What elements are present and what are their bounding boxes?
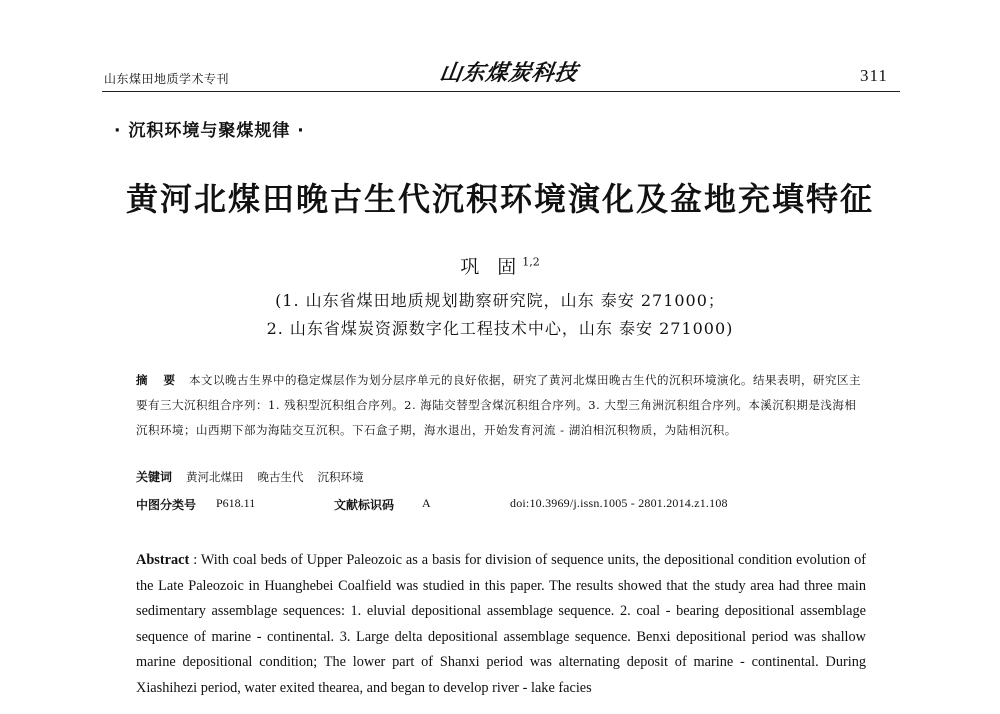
author-superscript: 1,2 — [522, 255, 540, 269]
doc-code-label: 文献标识码 — [334, 498, 395, 512]
keywords-label: 关键词 — [136, 470, 173, 484]
journal-name: 山东煤炭科技 — [437, 60, 580, 86]
keywords — [136, 468, 378, 485]
chinese-abstract — [136, 368, 866, 443]
author-name: 巩 固 — [460, 256, 523, 278]
column-label: · 沉积环境与聚煤规律 · — [114, 121, 305, 141]
classification-row — [136, 496, 866, 513]
chinese-abstract-label: 摘 要 — [136, 373, 182, 387]
english-abstract-text: : With coal beds of Upper Paleozoic as a basis for division of sequence units, the depositional condition evolution of the Late Paleozoic in Huanghebei Coalfield was studied in this paper. The results showed that the study area had three main sedimentary assemblage sequences: 1. eluvial depositional assemblage sequence. 2. coal - bearing depositional assemblage sequence of marine - continental. 3. Large delta depositional assemblage sequence. Benxi depositional period was shallow marine depositional condition; The lower part of Shanxi period was alternating deposit of marine - continental. During Xiashihezi period, water exited thearea, and began to develop river - lake facies — [136, 552, 866, 696]
chinese-abstract-text: 本文以晚古生界中的稳定煤层作为划分层序单元的良好依据，研究了黄河北煤田晚古生代的沉积环境演化。结果表明，研究区主要有三大沉积组合序列：1. 残积型沉积组合序列。2. 海陆交替型含煤沉积组合序列。3. 大型三角洲沉积组合序列。本溪沉积期是浅海相沉积环境；山西期下部为海陆交互沉积。下石盒子期，海水退出，开始发育河流 - 湖泊相沉积物质，为陆相沉积。 — [136, 373, 862, 437]
journal-series: 山东煤田地质学术专刊 — [104, 72, 230, 86]
paper-title: 黄河北煤田晚古生代沉积环境演化及盆地充填特征 — [125, 180, 874, 218]
affiliation-1: (1. 山东省煤田地质规划勘察研究院，山东 泰安 271000； — [275, 291, 725, 310]
header-rule — [102, 91, 900, 92]
author-line — [0, 252, 1000, 279]
english-abstract-label: Abstract — [136, 552, 190, 568]
page-number: 311 — [860, 66, 888, 85]
affiliation-2: 2. 山东省煤炭资源数字化工程技术中心，山东 泰安 271000) — [266, 319, 734, 338]
doi: doi:10.3969/j.issn.1005 - 2801.2014.z1.108 — [510, 496, 728, 510]
keyword: 黄河北煤田 — [186, 470, 244, 484]
keyword: 沉积环境 — [317, 470, 364, 484]
doc-code: A — [422, 496, 431, 510]
clc-code: P618.11 — [216, 496, 256, 510]
keyword: 晚古生代 — [257, 470, 304, 484]
clc-label: 中图分类号 — [136, 498, 197, 512]
english-abstract — [136, 548, 866, 701]
